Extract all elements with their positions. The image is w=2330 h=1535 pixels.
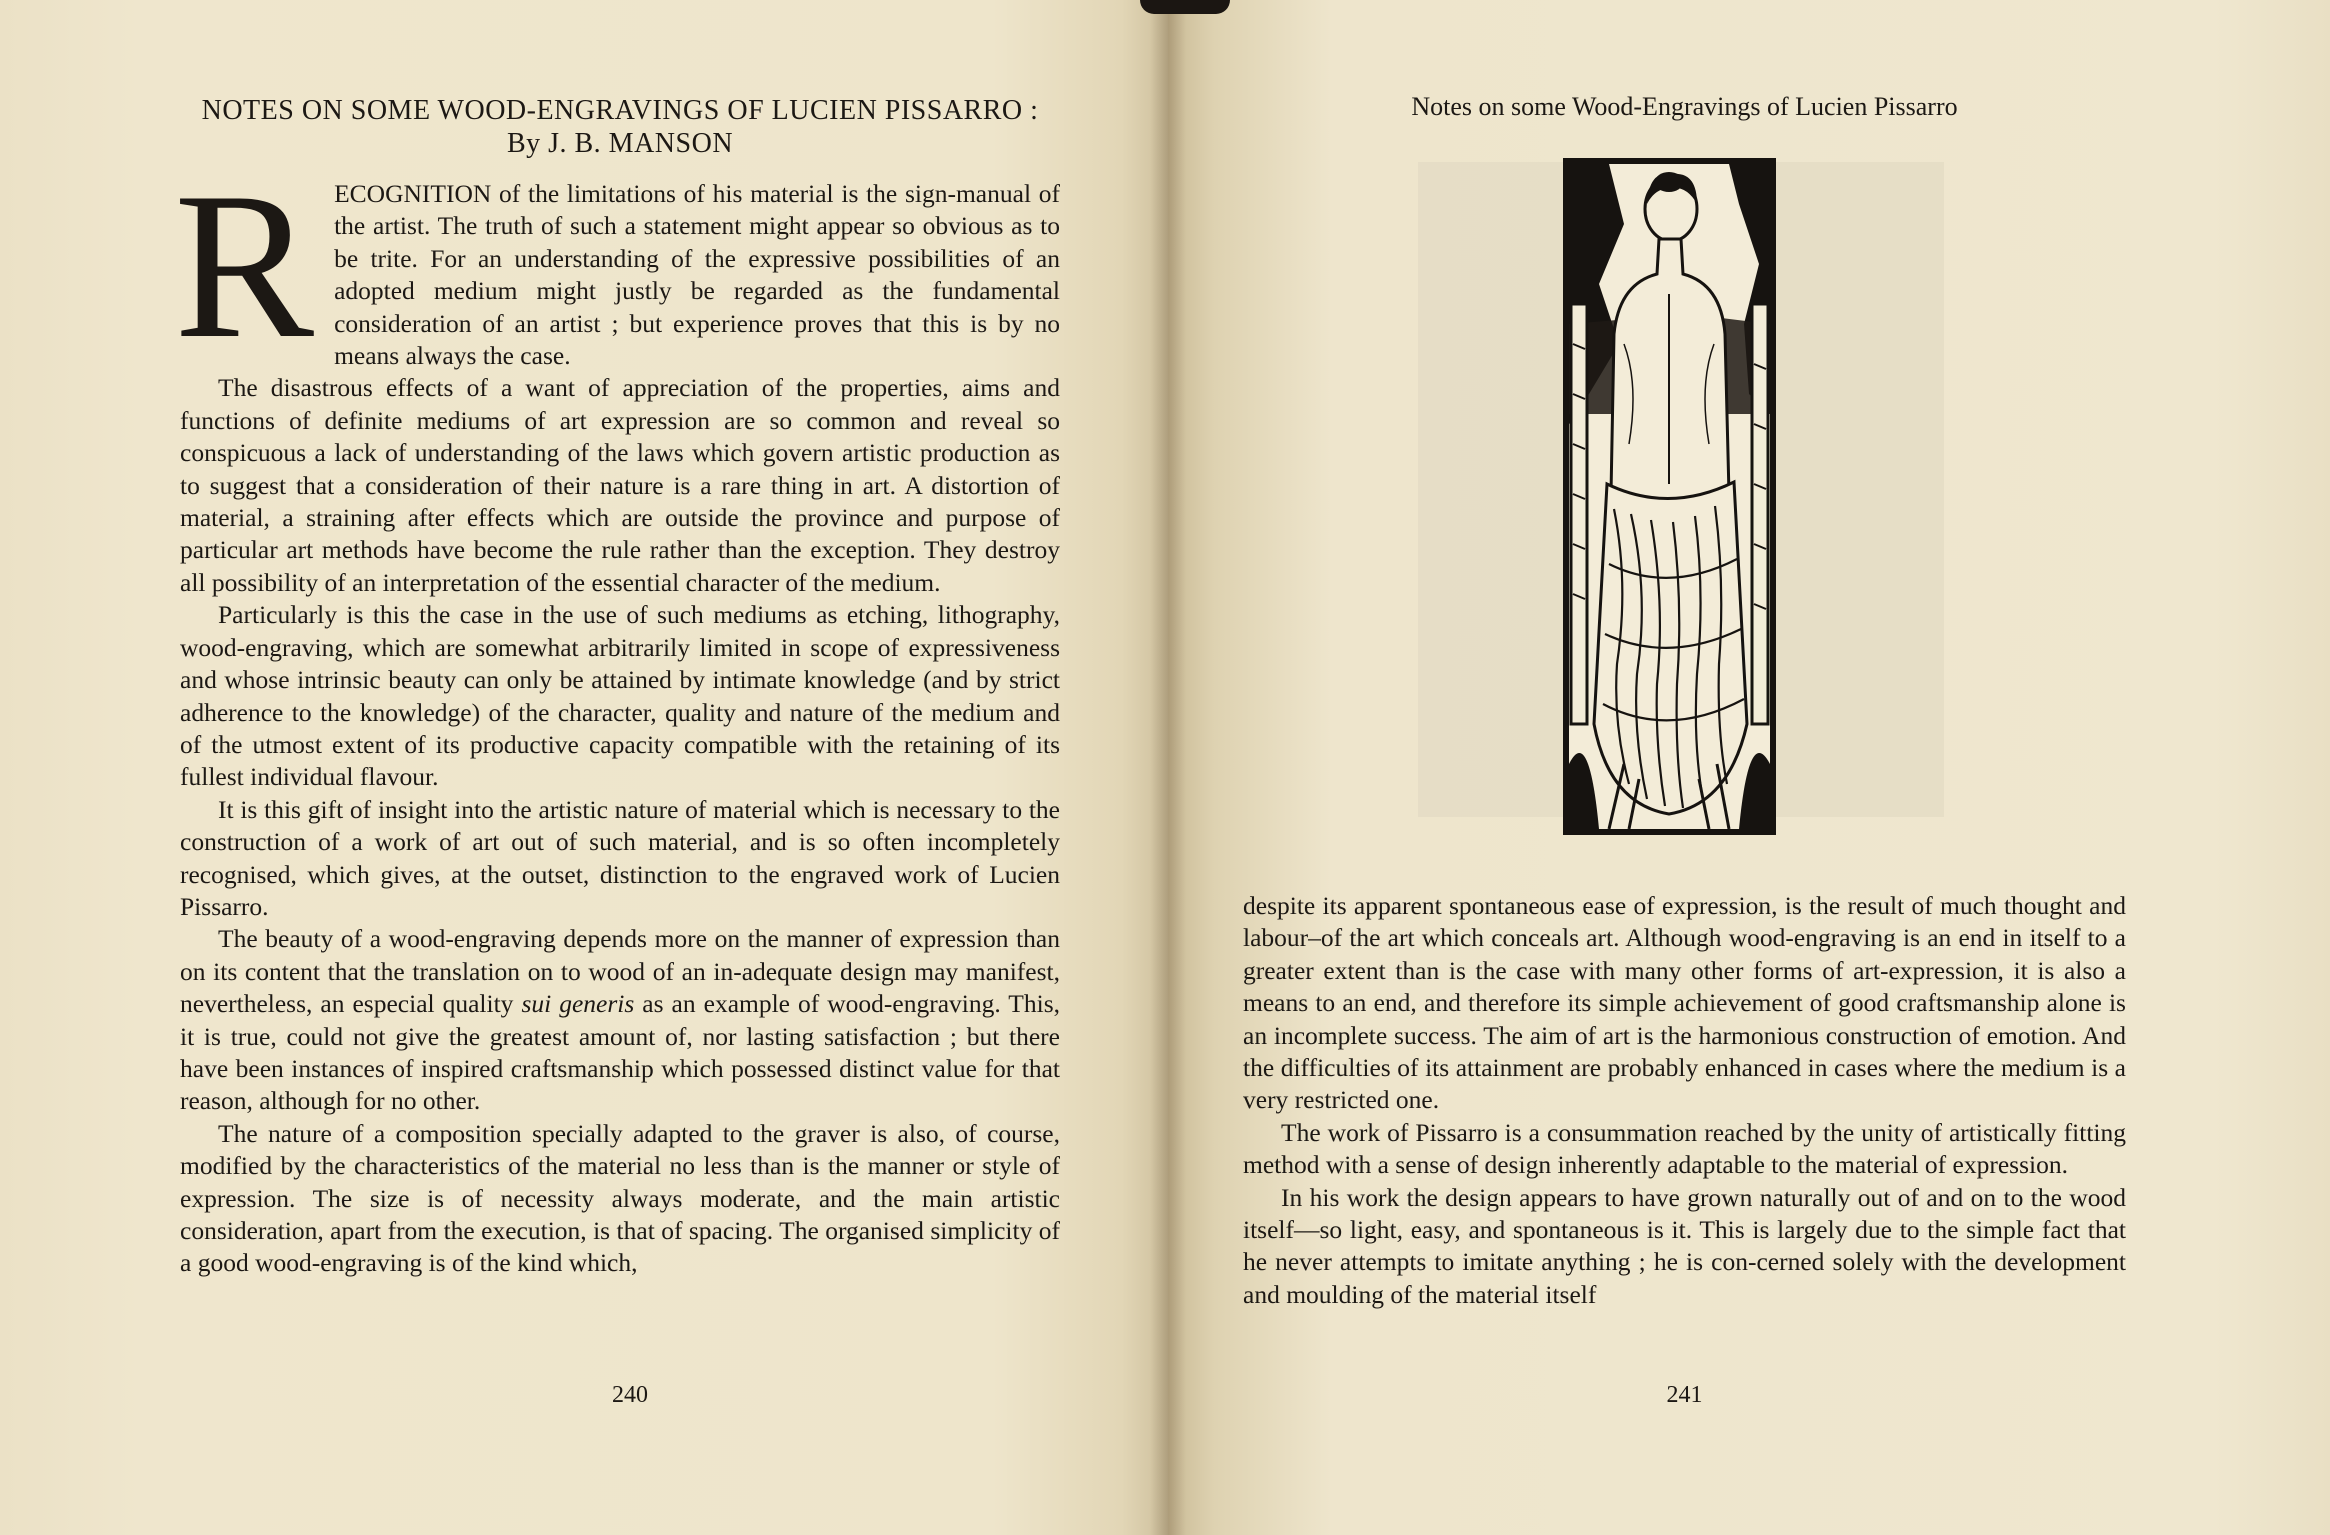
paragraph: The disastrous effects of a want of appreciation of the properties, aims and functions of definite mediums of art expression are so common and reveal so conspicuous a lack of understanding of the laws which govern artistic production as to suggest that a consideration of their nature is a rare thing in art. A distortion of material, a straining after effects which are outside the province and purpose of particular art methods have become the rule rather than the exception. They destroy all possibility of an interpretation of the essential character of the medium. bbox=[180, 373, 1060, 597]
wood-engraving-illustration bbox=[1563, 158, 1776, 835]
italic-phrase: sui generis bbox=[521, 989, 635, 1019]
page-number-right: 241 bbox=[1666, 1382, 1703, 1408]
paragraph: Particularly is this the case in the use of such mediums as etching, lithography, wood-engraving, which are somewhat arbitrarily limited in scope of expressiveness and whose intrinsic beauty can only be attained by intimate knowledge (and by strict adherence to the knowledge) of the character, quality and nature of the medium and of the utmost extent of its productive capacity compatible with the retaining of its fullest individual flavour. bbox=[180, 600, 1060, 792]
book-gutter bbox=[1150, 0, 1186, 1535]
paragraph bbox=[180, 923, 1060, 1117]
running-head: Notes on some Wood-Engravings of Lucien Pissarro bbox=[1411, 92, 1958, 121]
left-page-text bbox=[174, 94, 1061, 1280]
engraving-figure-image bbox=[1569, 164, 1770, 829]
top-edge-shadow bbox=[1140, 0, 1230, 14]
page-number-left: 240 bbox=[612, 1382, 648, 1408]
paragraph-text: as an example of wood-engraving. This, it is true, could not give the greatest amount of, nor lasting satisfaction ; but there have been instances of inspired craftsmanship which possessed distinct value for that reason, although for no other. bbox=[180, 989, 1061, 1116]
paragraph: ECOGNITION of the limitations of his material is the sign-manual of the artist. The truth of such a statement might appear so obvious as to be trite. For an understanding of the expressive possibilities of an adopted medium might justly be regarded as the fundamental consideration of an artist ; but experience proves that this is by no means always the case. bbox=[334, 179, 1060, 371]
paragraph: It is this gift of insight into the artistic nature of material which is necessary to the construction of a work of art out of such material, and is so often incompletely recognised, which gives, at the outset, distinction to the engraved work of Lucien Pissarro. bbox=[180, 794, 1060, 921]
paragraph: The nature of a composition specially adapted to the graver is also, of course, modified by the characteristics of the material no less than is the manner or style of expression. The size is of necessity always moderate, and the main artistic consideration, apart from the execution, is that of spacing. The organised simplicity of a good wood-engraving is of the kind which, bbox=[180, 1118, 1060, 1278]
drop-cap: R bbox=[174, 150, 315, 382]
title-text: NOTES ON SOME WOOD-ENGRAVINGS OF LUCIEN PISSARRO : bbox=[201, 95, 1039, 126]
paragraph: In his work the design appears to have grown naturally out of and on to the wood itself—so light, easy, and spontaneous is it. This is largely due to the simple fact that he never attempts to imitate anything ; he is con-cerned solely with the development and moulding of the material itself bbox=[1243, 1182, 2126, 1309]
byline: By J. B. MANSON bbox=[506, 128, 734, 159]
paragraph: despite its apparent spontaneous ease of expression, is the result of much thought and labour–of the art which conceals art. Although wood-engraving is an end in itself to a greater extent than is the case with many other forms of art-expression, it is also a means to an end, and therefore its simple achievement of good craftsmanship alone is an incomplete success. The aim of art is the harmonious construction of emotion. And the difficulties of its attainment are probably enhanced in cases where the medium is a very restricted one. bbox=[1243, 891, 2126, 1115]
right-page-text bbox=[1243, 890, 2126, 1311]
paragraph-text: The beauty of a wood-engraving depends more on the manner of expression than on its content that the translation on to wood of an in-adequate design may manifest, nevertheless, an especial quality bbox=[180, 924, 1060, 1019]
paragraph: The work of Pissarro is a consummation reached by the unity of artistically fitting method with a sense of design inherently adaptable to the material of expression. bbox=[1243, 1117, 2126, 1180]
